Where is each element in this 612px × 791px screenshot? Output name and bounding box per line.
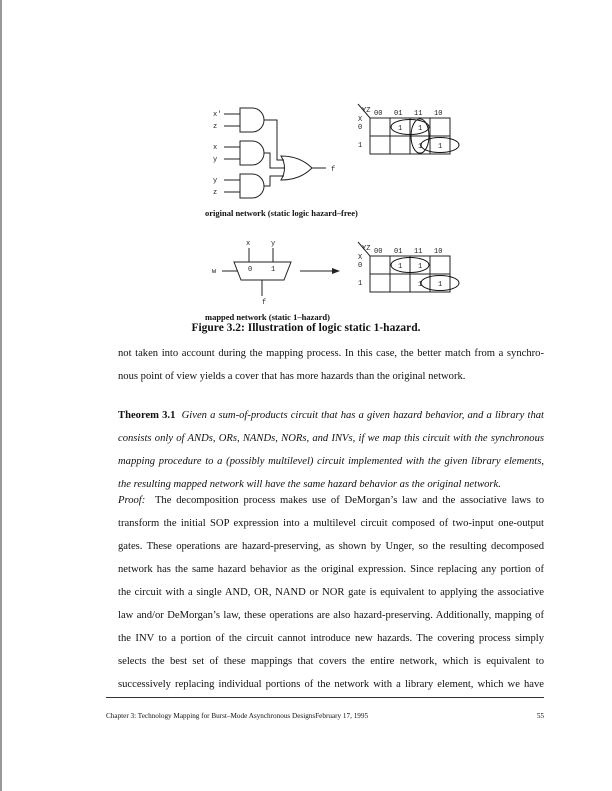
running-title: Chapter 3: Technology Mapping for Burst–Mode Asynchronous DesignsFebruary 17, 1995: [106, 712, 369, 720]
and3-input-b: z: [213, 189, 218, 197]
text-line: the resulting mapped network will have the same hazard behavior as the original network.: [118, 479, 501, 490]
and1-input-a: x': [213, 111, 222, 119]
kmap-cell-value: 1: [418, 263, 423, 271]
and-gate-3: [240, 174, 264, 198]
kmap-row-var: X: [358, 254, 363, 262]
theorem-first-line: [118, 404, 544, 427]
and2-input-b: y: [213, 156, 218, 164]
kmap-cell-value: 1: [398, 125, 403, 133]
figure-drawing: [0, 0, 612, 340]
kmap-mapped: [358, 242, 459, 292]
and-gate-1: [240, 108, 264, 132]
kmap-cell: [370, 256, 390, 274]
text-line: Given a sum-of-products circuit that has a given hazard behavior, and a library that: [181, 410, 544, 421]
mux-input-y: y: [271, 240, 276, 248]
proof: [118, 489, 544, 696]
kmap-col-var: YZ: [362, 107, 371, 115]
mux-select-w: w: [212, 268, 217, 276]
kmap-row-header: 1: [358, 142, 363, 150]
and-gate-2: [240, 141, 264, 165]
map-arrow-head: [332, 268, 340, 274]
kmap-col-header: 10: [434, 248, 443, 256]
text-line: nous point of view yields a cover that has more hazards than the original network.: [118, 371, 466, 382]
kmap-cell: [370, 136, 390, 154]
mux-body: [234, 262, 291, 280]
kmap-cell-value: 1: [418, 125, 423, 133]
kmap-cell: [430, 256, 450, 274]
mux-port-0: 0: [248, 266, 253, 274]
and3-input-a: y: [213, 177, 218, 185]
kmap-col-header: 00: [374, 248, 383, 256]
and1-input-b: z: [213, 123, 218, 131]
mux-output-f: f: [262, 299, 267, 307]
kmap-col-header: 00: [374, 110, 383, 118]
and2-input-a: x: [213, 144, 218, 152]
kmap-cell-value: 1: [418, 143, 423, 151]
text-line: gates. These operations are hazard-preserving, as shown by Unger, so the resulting decomposed: [118, 541, 544, 552]
kmap-cell-value: 1: [398, 263, 403, 271]
kmap-col-var: YZ: [362, 245, 371, 253]
proof-label: Proof:: [118, 495, 146, 506]
text-line: network has the same hazard behavior as the original expression. Since replacing any portion of: [118, 564, 544, 575]
kmap-cell: [390, 136, 410, 154]
or-output-label: f: [331, 166, 336, 174]
kmap-cell: [370, 118, 390, 136]
text-line: selects the best set of these mappings that covers the entire network, which is equivalent to: [118, 656, 544, 667]
figure-3-2: [0, 0, 612, 340]
theorem-label: Theorem 3.1: [118, 410, 176, 421]
mapped-network-caption: mapped network (static 1–hazard): [205, 312, 330, 322]
text-line: The decomposition process makes use of DeMorgan’s law and the associative laws to: [154, 495, 544, 506]
kmap-cell-value: 1: [418, 281, 423, 289]
text-line: not taken into account during the mapping process. In this case, the better match from a synchro-: [118, 348, 544, 359]
kmap-col-header: 01: [394, 248, 403, 256]
page-footer: [106, 712, 544, 720]
kmap-original: [358, 104, 459, 154]
kmap-cell: [430, 118, 450, 136]
wire-and1-or: [264, 120, 284, 160]
text-line: the INV to a portion of the circuit cannot introduce new hazards. The covering process simply: [118, 633, 544, 644]
text-line: transform the initial SOP expression into a multilevel circuit composed of two-input one-output: [118, 518, 544, 529]
kmap-cell: [390, 274, 410, 292]
kmap-col-header: 11: [414, 110, 423, 118]
footer-rule: [106, 697, 544, 698]
kmap-row-header: 0: [358, 124, 363, 132]
kmap-row-header: 0: [358, 262, 363, 270]
kmap-row-header: 1: [358, 280, 363, 288]
paragraph-continuation: [118, 342, 544, 388]
original-network-caption: original network (static logic hazard–free): [205, 208, 358, 218]
text-line: law and/or DeMorgan’s law, these operations are also hazard-preserving. Additionally, mapping of: [118, 610, 544, 621]
or-gate: [281, 156, 312, 180]
text-line: consists only of ANDs, ORs, NANDs, NORs, and INVs, if we map this circuit with the synchronous: [118, 433, 544, 444]
wire-and3-or: [264, 176, 284, 186]
proof-first-line: [118, 489, 544, 512]
mux-port-1: 1: [271, 266, 276, 274]
kmap-cell: [370, 274, 390, 292]
text-line: the circuit with a single AND, OR, NAND or NOR gate is equivalent to applying the associative: [118, 587, 544, 598]
kmap-cell-value: 1: [438, 281, 443, 289]
text-line: successively replacing individual portions of the network with a library element, which we have: [118, 679, 544, 690]
figure-caption: Figure 3.2: Illustration of logic static 1-hazard.: [191, 322, 421, 334]
theorem-3-1: [118, 404, 544, 496]
kmap-col-header: 11: [414, 248, 423, 256]
kmap-col-header: 01: [394, 110, 403, 118]
kmap-cell-value: 1: [438, 143, 443, 151]
page-number: 55: [536, 712, 544, 720]
kmap-col-header: 10: [434, 110, 443, 118]
text-line: mapping procedure to a (possibly multilevel) circuit implemented with the given library elements,: [118, 456, 544, 467]
kmap-row-var: X: [358, 116, 363, 124]
mux-input-x: x: [246, 240, 251, 248]
